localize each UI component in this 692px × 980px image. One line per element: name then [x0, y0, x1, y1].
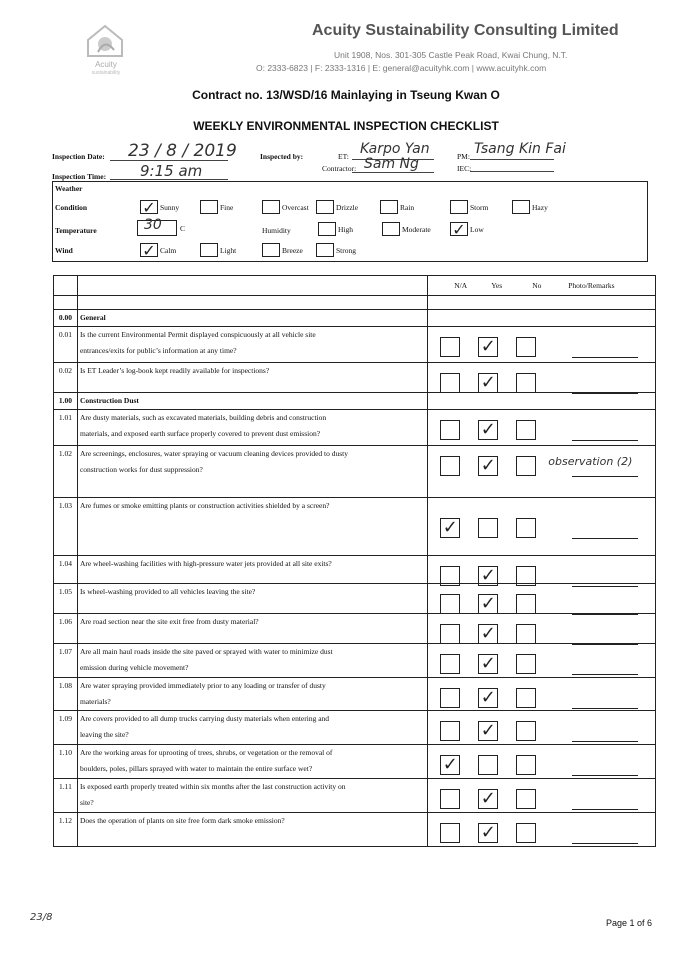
- item-question: [77, 614, 427, 644]
- checklist-row: [54, 779, 656, 813]
- checklist-row: [54, 410, 656, 446]
- condition-storm-label: Storm: [470, 203, 489, 212]
- item-number: 1.06: [54, 614, 78, 644]
- remarks-line[interactable]: [572, 476, 638, 477]
- weather-heading: Weather: [55, 184, 83, 193]
- page-number: Page 1 of 6: [605, 918, 652, 928]
- item-number: 1.11: [54, 779, 78, 813]
- check-mark: ✓: [480, 623, 496, 644]
- no-checkbox[interactable]: [516, 755, 536, 775]
- checklist-row: [54, 327, 656, 363]
- question-line-1: Are fumes or smoke emitting plants or construction activities shielded by a screen?: [79, 501, 330, 510]
- yes-checkbox[interactable]: [478, 420, 498, 440]
- col-remarks: Photo/Remarks: [568, 281, 615, 290]
- checklist-row: [54, 678, 656, 711]
- question-line-2: entrances/exits for public’s information at any time?: [79, 346, 237, 355]
- item-question: [77, 745, 427, 779]
- item-number: 1.03: [54, 498, 78, 556]
- section-row: [54, 310, 656, 327]
- contractor-label: Contractor:: [322, 164, 357, 173]
- check-mark: ✓: [442, 754, 458, 775]
- item-answer-cell: [428, 363, 656, 393]
- inspection-time-value: 9:15 am: [140, 162, 203, 180]
- item-answer-cell: [428, 327, 656, 363]
- logo-subtext: sustainability: [91, 70, 121, 76]
- yes-checkbox[interactable]: [478, 654, 498, 674]
- wind-light-label: Light: [220, 246, 237, 255]
- remarks-line[interactable]: [572, 775, 638, 776]
- item-number: 1.01: [54, 410, 78, 446]
- no-checkbox[interactable]: [516, 823, 536, 843]
- checklist-table: [53, 275, 656, 847]
- question-line-1: Are wheel-washing facilities with high-pressure water jets provided at all site exits?: [79, 559, 332, 568]
- spacer-cell: [77, 296, 427, 310]
- company-contact: O: 2333-6823 | F: 2333-1316 | E: general@acuityhk.com | www.acuityhk.com: [256, 63, 547, 73]
- check-mark: ✓: [480, 372, 496, 393]
- yes-checkbox[interactable]: [478, 337, 498, 357]
- condition-rain-label: Rain: [400, 203, 415, 212]
- item-number: 1.05: [54, 584, 78, 614]
- condition-sunny-checkbox[interactable]: [140, 198, 158, 217]
- wind-breeze-label: Breeze: [282, 246, 303, 255]
- item-question: [77, 678, 427, 711]
- item-answer-cell: [428, 813, 656, 847]
- check-mark: ✓: [442, 517, 458, 538]
- wind-label: Wind: [55, 246, 73, 255]
- iec-label: IEC:: [457, 164, 472, 173]
- yes-checkbox[interactable]: [478, 688, 498, 708]
- item-answer-cell: [428, 614, 656, 644]
- section-check-cell: [428, 393, 656, 410]
- condition-label: Condition: [55, 203, 88, 212]
- condition-overcast-label: Overcast: [282, 203, 309, 212]
- item-answer-cell: [428, 779, 656, 813]
- na-checkbox[interactable]: [440, 518, 460, 538]
- item-question: [77, 556, 427, 584]
- condition-drizzle-label: Drizzle: [336, 203, 359, 212]
- checklist-row: [54, 745, 656, 779]
- yes-checkbox[interactable]: [478, 755, 498, 775]
- check-mark: ✓: [142, 198, 156, 217]
- checklist-row: [54, 614, 656, 644]
- spacer-cell: [428, 296, 656, 310]
- item-answer-cell: [428, 584, 656, 614]
- item-answer-cell: [428, 678, 656, 711]
- question-line-1: Are the working areas for uprooting of trees, shrubs, or vegetation or the removal of: [79, 748, 333, 757]
- item-question: [77, 446, 427, 498]
- question-line-1: Does the operation of plants on site free form dark smoke emission?: [79, 816, 285, 825]
- checklist-title: WEEKLY ENVIRONMENTAL INSPECTION CHECKLIST: [193, 119, 499, 133]
- condition-sunny-label: Sunny: [160, 203, 180, 212]
- no-checkbox[interactable]: [516, 456, 536, 476]
- yes-checkbox[interactable]: [478, 823, 498, 843]
- na-checkbox[interactable]: [440, 654, 460, 674]
- item-number: 1.12: [54, 813, 78, 847]
- remarks-line[interactable]: [572, 674, 638, 675]
- condition-storm-checkbox[interactable]: [450, 200, 468, 214]
- yes-checkbox[interactable]: [478, 373, 498, 393]
- condition-hazy-checkbox[interactable]: [512, 200, 530, 214]
- pm-line: [470, 159, 554, 160]
- item-number: 1.07: [54, 644, 78, 678]
- item-answer-cell: [428, 556, 656, 584]
- check-mark: ✓: [480, 653, 496, 674]
- item-number: 1.08: [54, 678, 78, 711]
- question-line-2: site?: [79, 798, 94, 807]
- no-checkbox[interactable]: [516, 518, 536, 538]
- inspection-date-label: Inspection Date:: [52, 152, 105, 161]
- na-checkbox[interactable]: [440, 789, 460, 809]
- logo-text: Acuity: [95, 60, 117, 69]
- remarks-line[interactable]: [572, 843, 638, 844]
- remarks-line[interactable]: [572, 538, 638, 539]
- question-line-1: Are water spraying provided immediately prior to any loading or transfer of dusty: [79, 681, 326, 690]
- spacer-cell: [54, 296, 78, 310]
- question-line-1: Are screenings, enclosures, water spraying or vacuum cleaning devices provided to dusty: [79, 449, 348, 458]
- header-question-cell: [77, 276, 427, 296]
- na-checkbox[interactable]: [440, 594, 460, 614]
- item-question: [77, 363, 427, 393]
- remarks-line[interactable]: [572, 440, 638, 441]
- check-mark: ✓: [480, 336, 496, 357]
- humidity-label: Humidity: [262, 226, 291, 235]
- item-question: [77, 779, 427, 813]
- condition-fine-checkbox[interactable]: [200, 200, 218, 214]
- no-checkbox[interactable]: [516, 688, 536, 708]
- item-question: [77, 327, 427, 363]
- no-checkbox[interactable]: [516, 654, 536, 674]
- item-question: [77, 498, 427, 556]
- checklist-row: [54, 498, 656, 556]
- check-mark: ✓: [480, 593, 496, 614]
- wind-calm-checkbox[interactable]: [140, 241, 158, 260]
- col-na: N/A: [454, 281, 468, 290]
- check-mark: ✓: [480, 419, 496, 440]
- item-question: [77, 813, 427, 847]
- check-mark: ✓: [480, 565, 496, 586]
- footer-initial: 23/8: [30, 912, 53, 923]
- et-label: ET:: [338, 152, 349, 161]
- humidity-high-checkbox[interactable]: [318, 222, 336, 236]
- humidity-low-label: Low: [470, 225, 484, 234]
- na-checkbox[interactable]: [440, 373, 460, 393]
- question-line-2: leaving the site?: [79, 730, 129, 739]
- remarks-text: observation (2): [548, 455, 633, 468]
- check-mark: ✓: [480, 822, 496, 843]
- checklist-row: [54, 556, 656, 584]
- item-question: [77, 711, 427, 745]
- section-title: Construction Dust: [77, 393, 427, 410]
- check-mark: ✓: [142, 241, 156, 260]
- pm-value: Tsang Kin Fai: [474, 141, 566, 157]
- iec-line: [470, 171, 554, 172]
- item-answer-cell: [428, 745, 656, 779]
- wind-strong-checkbox[interactable]: [316, 243, 334, 257]
- check-mark: ✓: [480, 720, 496, 741]
- company-address: Unit 1908, Nos. 301-305 Castle Peak Road, Kwai Chung, N.T.: [334, 50, 568, 60]
- remarks-line[interactable]: [572, 741, 638, 742]
- wind-light-checkbox[interactable]: [200, 243, 218, 257]
- humidity-moderate-label: Moderate: [402, 225, 431, 234]
- no-checkbox[interactable]: [516, 721, 536, 741]
- item-answer-cell: [428, 644, 656, 678]
- question-line-1: Is ET Leader’s log-book kept readily available for inspections?: [79, 366, 270, 375]
- checklist-row: [54, 644, 656, 678]
- condition-rain-checkbox[interactable]: [380, 200, 398, 214]
- condition-fine-label: Fine: [220, 203, 234, 212]
- remarks-line[interactable]: [572, 809, 638, 810]
- inspection-time-label: Inspection Time:: [52, 172, 107, 181]
- no-checkbox[interactable]: [516, 789, 536, 809]
- no-checkbox[interactable]: [516, 373, 536, 393]
- question-line-1: Are road section near the site exit free from dusty material?: [79, 617, 259, 626]
- na-checkbox[interactable]: [440, 420, 460, 440]
- section-row: [54, 393, 656, 410]
- question-line-1: Are covers provided to all dump trucks carrying dusty materials when entering and: [79, 714, 330, 723]
- item-number: 1.04: [54, 556, 78, 584]
- company-logo: [80, 22, 130, 76]
- item-number: 1.10: [54, 745, 78, 779]
- header-columns-cell: [428, 276, 656, 296]
- remarks-line[interactable]: [572, 357, 638, 358]
- yes-checkbox[interactable]: [478, 518, 498, 538]
- et-value: Karpo Yan: [360, 141, 430, 157]
- question-line-1: Is wheel-washing provided to all vehicles leaving the site?: [79, 587, 256, 596]
- inspected-by-label: Inspected by:: [260, 152, 304, 161]
- item-answer-cell: [428, 446, 656, 498]
- question-line-2: materials, and exposed earth surface properly covered to prevent dust emission?: [79, 429, 321, 438]
- no-checkbox[interactable]: [516, 624, 536, 644]
- no-checkbox[interactable]: [516, 420, 536, 440]
- temperature-value: 30: [144, 217, 162, 233]
- item-question: [77, 410, 427, 446]
- yes-checkbox[interactable]: [478, 456, 498, 476]
- contractor-value: Sam Ng: [364, 156, 419, 172]
- checklist-row: [54, 711, 656, 745]
- section-number: 0.00: [54, 310, 78, 327]
- remarks-line[interactable]: [572, 708, 638, 709]
- contractor-line: [352, 172, 434, 173]
- checklist-row: [54, 363, 656, 393]
- humidity-high-label: High: [338, 225, 353, 234]
- item-question: [77, 584, 427, 614]
- question-line-1: Are all main haul roads inside the site paved or sprayed with water to minimize dust: [79, 647, 333, 656]
- checklist-row: [54, 446, 656, 498]
- section-check-cell: [428, 310, 656, 327]
- na-checkbox[interactable]: [440, 688, 460, 708]
- contract-title: Contract no. 13/WSD/16 Mainlaying in Tseung Kwan O: [192, 88, 500, 102]
- na-checkbox[interactable]: [440, 624, 460, 644]
- temperature-label: Temperature: [55, 226, 97, 235]
- pm-label: PM:: [457, 152, 470, 161]
- no-checkbox[interactable]: [516, 594, 536, 614]
- header-num-cell: [54, 276, 78, 296]
- check-mark: ✓: [480, 788, 496, 809]
- item-answer-cell: [428, 498, 656, 556]
- condition-hazy-label: Hazy: [532, 203, 548, 212]
- col-no: No: [532, 281, 542, 290]
- section-title: General: [77, 310, 427, 327]
- yes-checkbox[interactable]: [478, 594, 498, 614]
- check-mark: ✓: [480, 687, 496, 708]
- check-mark: ✓: [480, 455, 496, 476]
- yes-checkbox[interactable]: [478, 624, 498, 644]
- item-number: 1.09: [54, 711, 78, 745]
- condition-overcast-checkbox[interactable]: [262, 200, 280, 214]
- item-answer-cell: [428, 711, 656, 745]
- question-line-1: Are dusty materials, such as excavated materials, building debris and construction: [79, 413, 327, 422]
- item-question: [77, 644, 427, 678]
- question-line-1: Is exposed earth properly treated within six months after the last construction activity on: [79, 782, 346, 791]
- item-number: 0.02: [54, 363, 78, 393]
- na-checkbox[interactable]: [440, 337, 460, 357]
- item-answer-cell: [428, 410, 656, 446]
- col-yes: Yes: [491, 281, 503, 290]
- question-line-2: materials?: [79, 697, 111, 706]
- na-checkbox[interactable]: [440, 823, 460, 843]
- wind-calm-label: Calm: [160, 246, 177, 255]
- no-checkbox[interactable]: [516, 337, 536, 357]
- inspection-date-value: 23 / 8 / 2019: [128, 141, 237, 161]
- wind-breeze-checkbox[interactable]: [262, 243, 280, 257]
- condition-drizzle-checkbox[interactable]: [316, 200, 334, 214]
- na-checkbox[interactable]: [440, 721, 460, 741]
- item-number: 1.02: [54, 446, 78, 498]
- check-mark: ✓: [452, 220, 466, 239]
- question-line-1: Is the current Environmental Permit displayed conspicuously at all vehicle site: [79, 330, 316, 339]
- question-line-2: emission during vehicle movement?: [79, 663, 189, 672]
- checklist-row: [54, 584, 656, 614]
- item-number: 0.01: [54, 327, 78, 363]
- question-line-2: construction works for dust suppression?: [79, 465, 203, 474]
- company-name: Acuity Sustainability Consulting Limited: [312, 22, 619, 39]
- na-checkbox[interactable]: [440, 755, 460, 775]
- temperature-unit: C: [180, 224, 186, 233]
- na-checkbox[interactable]: [440, 456, 460, 476]
- yes-checkbox[interactable]: [478, 789, 498, 809]
- humidity-low-checkbox[interactable]: [450, 220, 468, 239]
- yes-checkbox[interactable]: [478, 721, 498, 741]
- humidity-moderate-checkbox[interactable]: [382, 222, 400, 236]
- checklist-row: [54, 813, 656, 847]
- wind-strong-label: Strong: [336, 246, 357, 255]
- section-number: 1.00: [54, 393, 78, 410]
- question-line-2: boulders, poles, pillars sprayed with water to maintain the entire surface wet?: [79, 764, 313, 773]
